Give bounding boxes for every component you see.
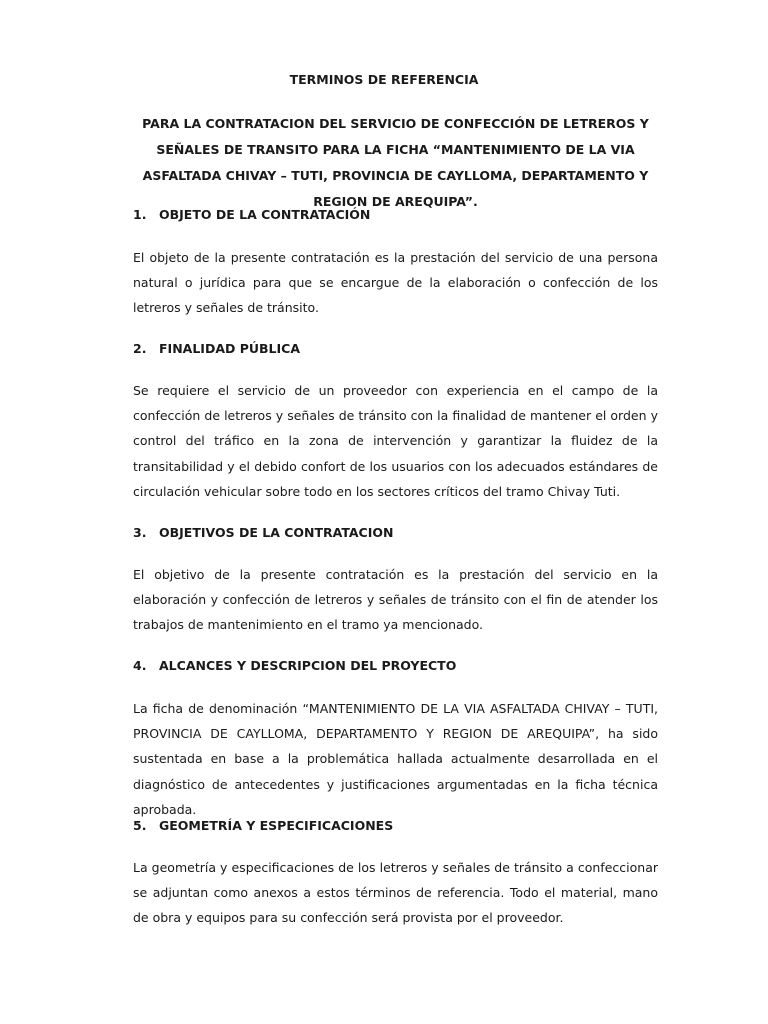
section-4-paragraph: La ficha de denominación “MANTENIMIENTO DE LA VIA ASFALTADA CHIVAY – TUTI, PROVINCIA DE CAYLLOMA, DEPARTAMENTO Y REGION DE AREQUIPA”, ha sido sustentada en base a la problemática hallada actualmente desarrollada en el diagnóstico de antecedentes y justificaciones argumentadas en la ficha técnica aprobada. <box>133 701 658 817</box>
section-2-heading <box>133 340 658 358</box>
section-2-title: FINALIDAD PÚBLICA <box>159 341 301 356</box>
section-4-number: 4. <box>133 658 147 673</box>
section-3-heading <box>133 524 658 542</box>
section-1-heading <box>133 206 658 224</box>
section-5-paragraph: La geometría y especificaciones de los letreros y señales de tránsito a confeccionar se adjuntan como anexos a estos términos de referencia. Todo el material, mano de obra y equipos para su confección será provista por el proveedor. <box>133 860 658 926</box>
document-title: TERMINOS DE REFERENCIA <box>289 72 479 87</box>
section-3-paragraph: El objetivo de la presente contratación es la prestación del servicio en la elaboración y confección de letreros y señales de tránsito con el fin de atender los trabajos de mantenimiento en el tramo ya mencionado. <box>133 567 658 633</box>
section-4-heading <box>133 657 658 675</box>
section-5-number: 5. <box>133 818 147 833</box>
section-1-title: OBJETO DE LA CONTRATACIÓN <box>159 207 371 222</box>
document-subtitle: PARA LA CONTRATACION DEL SERVICIO DE CONFECCIÓN DE LETREROS Y SEÑALES DE TRANSITO PARA LA FICHA “MANTENIMIENTO DE LA VIA ASFALTADA CHIVAY – TUTI, PROVINCIA DE CAYLLOMA, DEPARTAMENTO Y REGION DE AREQUIPA”. <box>142 116 649 209</box>
section-4-title: ALCANCES Y DESCRIPCION DEL PROYECTO <box>159 658 457 673</box>
section-5-title: GEOMETRÍA Y ESPECIFICACIONES <box>159 818 394 833</box>
section-1-paragraph: El objeto de la presente contratación es la prestación del servicio de una persona natural o jurídica para que se encargue de la elaboración o confección de los letreros y señales de tránsito. <box>133 250 658 316</box>
section-5-heading <box>133 817 658 835</box>
section-2-paragraph: Se requiere el servicio de un proveedor con experiencia en el campo de la confección de letreros y señales de tránsito con la finalidad de mantener el orden y control del tráfico en la zona de intervención y garantizar la fluidez de la transitabilidad y el debido confort de los usuarios con los adecuados estándares de circulación vehicular sobre todo en los sectores críticos del tramo Chivay Tuti. <box>133 383 658 499</box>
section-3-title: OBJETIVOS DE LA CONTRATACION <box>159 525 394 540</box>
section-3-number: 3. <box>133 525 147 540</box>
section-1-number: 1. <box>133 207 147 222</box>
section-2-number: 2. <box>133 341 147 356</box>
